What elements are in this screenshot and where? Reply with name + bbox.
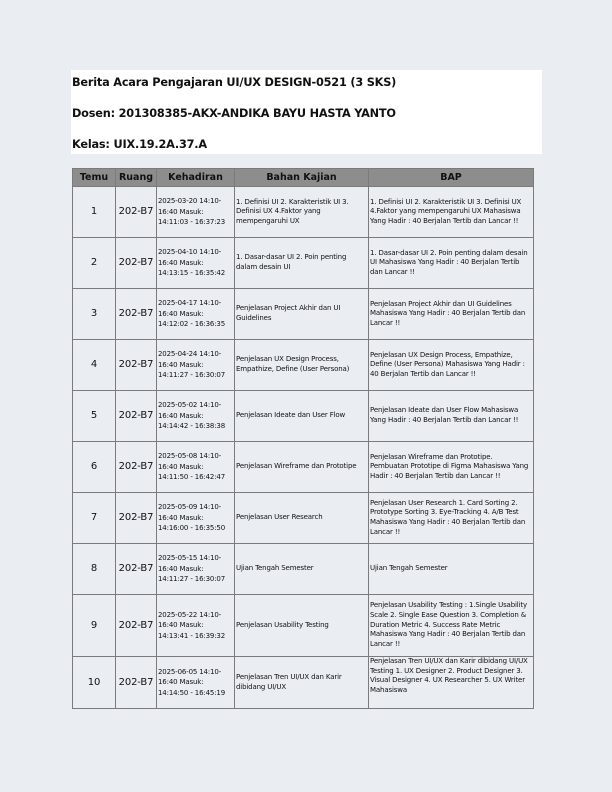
bap-cell: Penjelasan Wireframe dan Prototipe. Pembuatan Prototipe di Figma Mahasiswa Yang Hadir : 40 Berjalan Tertib dan Lancar !! bbox=[369, 442, 534, 493]
attendance-cell: 2025-05-08 14:10-16:40 Masuk: 14:11:50 - 16:42:47 bbox=[157, 442, 235, 493]
table-header-row bbox=[73, 169, 534, 187]
meeting-number: 3 bbox=[73, 289, 116, 340]
room-cell: 202-B7 bbox=[116, 238, 157, 289]
topic-cell: Penjelasan Usability Testing bbox=[235, 595, 369, 657]
room-cell: 202-B7 bbox=[116, 391, 157, 442]
class-line: Kelas: UIX.19.2A.37.A bbox=[72, 138, 207, 151]
bap-cell: Penjelasan Usability Testing : 1.Single Usability Scale 2. Single Ease Question 3. Completion & Duration Metric 4. Success Rate Metric Mahasiswa Yang Hadir : 40 Berjalan Tertib dan Lancar !! bbox=[369, 595, 534, 657]
room-cell: 202-B7 bbox=[116, 657, 157, 709]
topic-cell: Penjelasan Tren UI/UX dan Karir dibidang UI/UX bbox=[235, 657, 369, 709]
meeting-number: 10 bbox=[73, 657, 116, 709]
attendance-cell: 2025-04-24 14:10-16:40 Masuk: 14:11:27 - 16:30:07 bbox=[157, 340, 235, 391]
topic-cell: 1. Dasar-dasar UI 2. Poin penting dalam desain UI bbox=[235, 238, 369, 289]
meeting-number: 5 bbox=[73, 391, 116, 442]
attendance-cell: 2025-05-02 14:10-16:40 Masuk: 14:14:42 - 16:38:38 bbox=[157, 391, 235, 442]
room-cell: 202-B7 bbox=[116, 544, 157, 595]
room-cell: 202-B7 bbox=[116, 493, 157, 544]
document-title: Berita Acara Pengajaran UI/UX DESIGN-0521 (3 SKS) bbox=[72, 76, 397, 89]
table-row bbox=[73, 187, 534, 238]
topic-cell: Penjelasan User Research bbox=[235, 493, 369, 544]
bap-cell: Penjelasan UX Design Process, Empathize, Define (User Persona) Mahasiswa Yang Hadir : 40 Berjalan Tertib dan Lancar !! bbox=[369, 340, 534, 391]
room-cell: 202-B7 bbox=[116, 340, 157, 391]
table-row bbox=[73, 493, 534, 544]
table-row bbox=[73, 289, 534, 340]
topic-cell: Penjelasan Ideate dan User Flow bbox=[235, 391, 369, 442]
meeting-number: 7 bbox=[73, 493, 116, 544]
bap-cell: 1. Definisi UI 2. Karakteristik UI 3. Definisi UX 4.Faktor yang mempengaruhi UX Mahasiswa Yang Hadir : 40 Berjalan Tertib dan Lancar !! bbox=[369, 187, 534, 238]
attendance-cell: 2025-03-20 14:10-16:40 Masuk: 14:11:03 - 16:37:23 bbox=[157, 187, 235, 238]
room-cell: 202-B7 bbox=[116, 187, 157, 238]
table-row bbox=[73, 595, 534, 657]
bap-cell: Penjelasan Ideate dan User Flow Mahasiswa Yang Hadir : 40 Berjalan Tertib dan Lancar !! bbox=[369, 391, 534, 442]
bap-cell: Penjelasan Project Akhir dan UI Guidelines Mahasiswa Yang Hadir : 40 Berjalan Tertib dan Lancar !! bbox=[369, 289, 534, 340]
bap-cell: Penjelasan User Research 1. Card Sorting 2. Prototype Sorting 3. Eye-Tracking 4. A/B Test Mahasiswa Yang Hadir : 40 Berjalan Tertib dan Lancar !! bbox=[369, 493, 534, 544]
column-header-temu: Temu bbox=[73, 169, 116, 187]
bap-text: Penjelasan Tren UI/UX dan Karir dibidang UI/UX Testing 1. UX Designer 2. Product Designer 3. Visual Designer 4. UX Researcher 5. UX Writer Mahasiswa bbox=[370, 657, 528, 694]
table-row bbox=[73, 391, 534, 442]
bap-cell: Ujian Tengah Semester bbox=[369, 544, 534, 595]
meeting-number: 8 bbox=[73, 544, 116, 595]
meeting-number: 9 bbox=[73, 595, 116, 657]
topic-cell: 1. Definisi UI 2. Karakteristik UI 3. Definisi UX 4.Faktor yang mempengaruhi UX bbox=[235, 187, 369, 238]
table-row bbox=[73, 544, 534, 595]
meeting-number: 2 bbox=[73, 238, 116, 289]
attendance-cell: 2025-05-22 14:10-16:40 Masuk: 14:13:41 - 16:39:32 bbox=[157, 595, 235, 657]
attendance-cell: 2025-05-15 14:10-16:40 Masuk: 14:11:27 - 16:30:07 bbox=[157, 544, 235, 595]
meeting-number: 6 bbox=[73, 442, 116, 493]
attendance-cell: 2025-05-09 14:10-16:40 Masuk: 14:16:00 - 16:35:50 bbox=[157, 493, 235, 544]
column-header-bahan-kajian: Bahan Kajian bbox=[235, 169, 369, 187]
room-cell: 202-B7 bbox=[116, 595, 157, 657]
meeting-number: 1 bbox=[73, 187, 116, 238]
attendance-cell: 2025-04-17 14:10-16:40 Masuk: 14:12:02 - 16:36:35 bbox=[157, 289, 235, 340]
column-header-ruang: Ruang bbox=[116, 169, 157, 187]
topic-cell: Penjelasan Project Akhir dan UI Guidelines bbox=[235, 289, 369, 340]
table-row bbox=[73, 442, 534, 493]
document-header bbox=[71, 70, 542, 154]
attendance-cell: 2025-06-05 14:10-16:40 Masuk: 14:14:50 - 16:45:19 bbox=[157, 657, 235, 709]
topic-cell: Penjelasan UX Design Process, Empathize, Define (User Persona) bbox=[235, 340, 369, 391]
table-row bbox=[73, 657, 534, 709]
attendance-table bbox=[72, 168, 534, 709]
table-row bbox=[73, 238, 534, 289]
table-row bbox=[73, 340, 534, 391]
column-header-bap: BAP bbox=[369, 169, 534, 187]
meeting-number: 4 bbox=[73, 340, 116, 391]
room-cell: 202-B7 bbox=[116, 442, 157, 493]
bap-cell bbox=[369, 657, 534, 709]
attendance-cell: 2025-04-10 14:10-16:40 Masuk: 14:13:15 - 16:35:42 bbox=[157, 238, 235, 289]
column-header-kehadiran: Kehadiran bbox=[157, 169, 235, 187]
room-cell: 202-B7 bbox=[116, 289, 157, 340]
lecturer-line: Dosen: 201308385-AKX-ANDIKA BAYU HASTA YANTO bbox=[72, 107, 396, 120]
bap-cell: 1. Dasar-dasar UI 2. Poin penting dalam desain UI Mahasiswa Yang Hadir : 40 Berjalan Tertib dan Lancar !! bbox=[369, 238, 534, 289]
topic-cell: Penjelasan Wireframe dan Prototipe bbox=[235, 442, 369, 493]
topic-cell: Ujian Tengah Semester bbox=[235, 544, 369, 595]
